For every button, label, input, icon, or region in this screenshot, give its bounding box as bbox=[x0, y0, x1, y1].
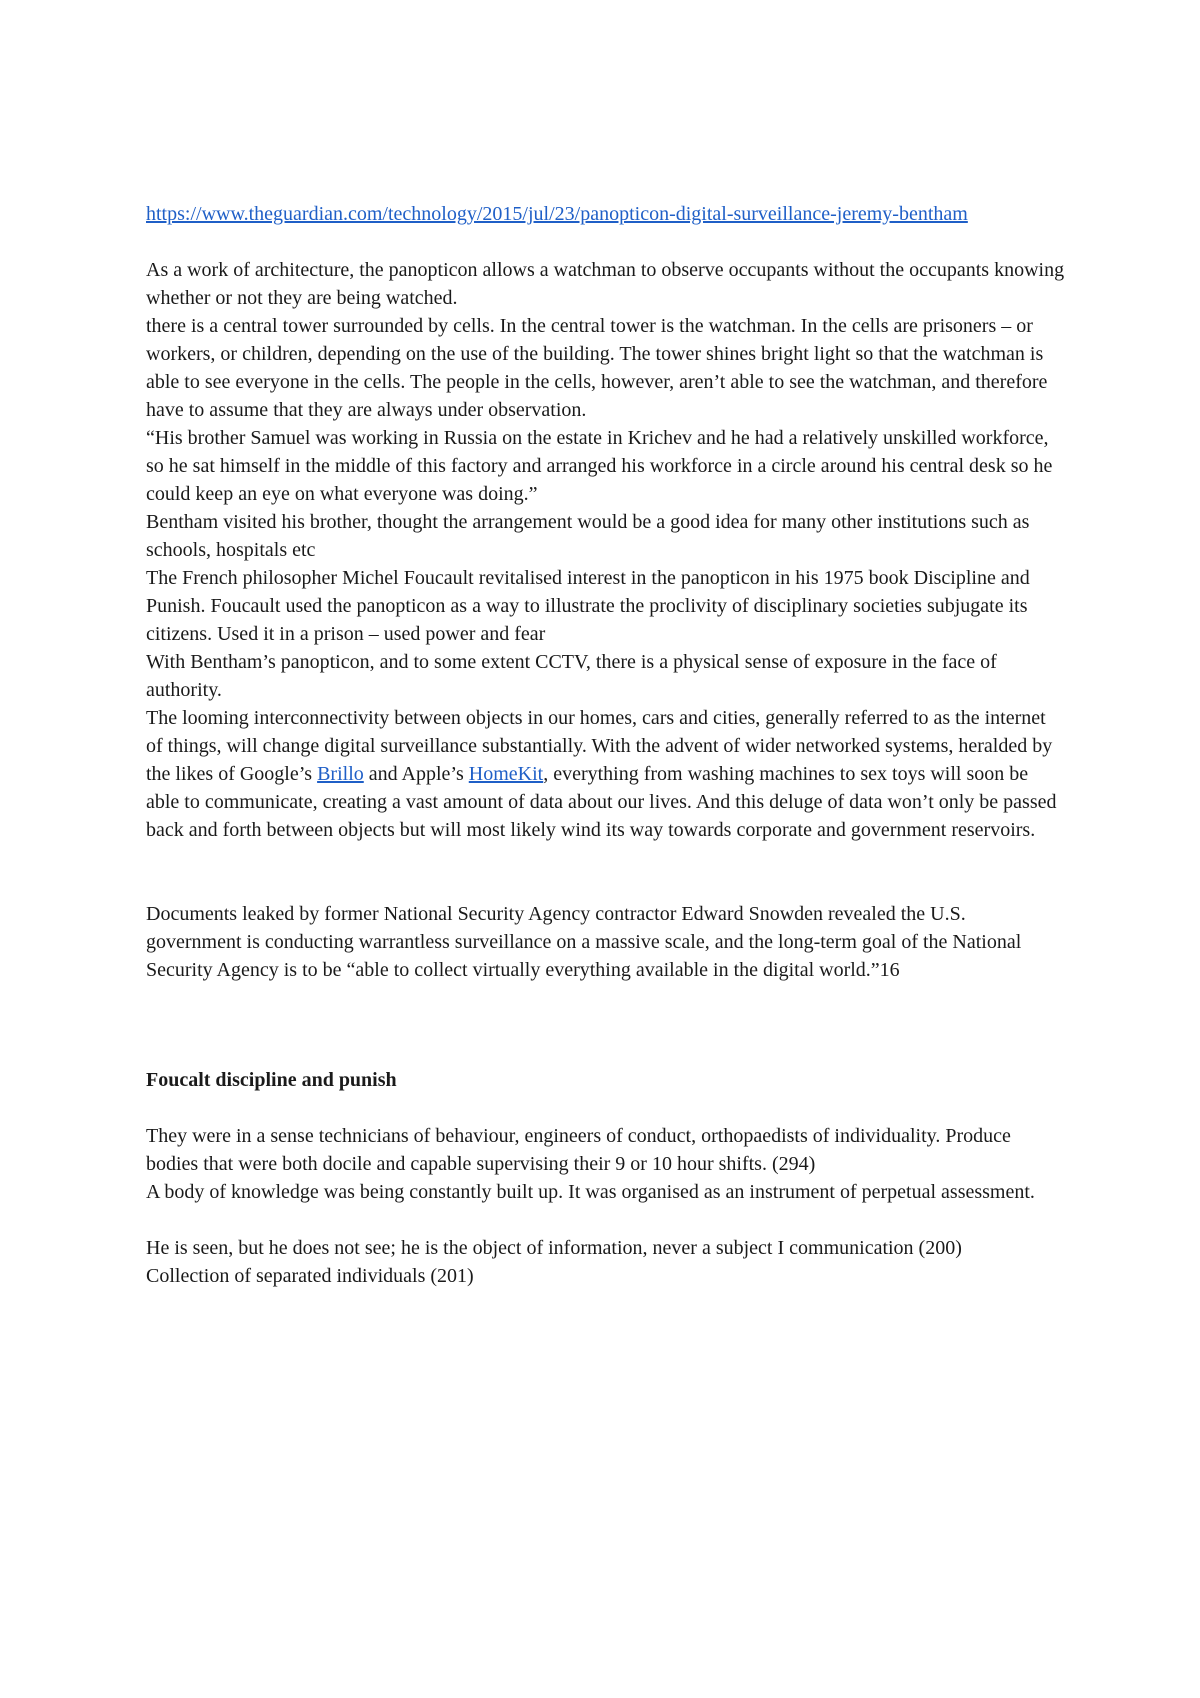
paragraph-collection: Collection of separated individuals (201) bbox=[146, 1265, 474, 1287]
paragraph-snowden: Documents leaked by former National Security Agency contractor Edward Snowden revealed the U.S. government is conducting warrantless surveillance on a massive scale, and the long-term goal of the National Security Agency is to be “able to collect virtually everything available in the digital world.”16 bbox=[146, 903, 1022, 981]
iot-text-part3: , everything from washing machines to sex toys will soon be able to communicate, creating a vast amount of data about our lives. And this deluge of data won’t only be passed back and forth between objects but will most likely wind its way towards corporate and government reservoirs. bbox=[146, 763, 1057, 841]
source-link-paragraph bbox=[146, 200, 1066, 228]
paragraph-architecture: As a work of architecture, the panopticon allows a watchman to observe occupants without the occupants knowing whether or not they are being watched. bbox=[146, 259, 1065, 309]
spacer bbox=[146, 984, 1066, 1066]
homekit-link[interactable]: HomeKit bbox=[468, 763, 544, 785]
spacer bbox=[146, 1094, 1066, 1122]
paragraph-central-tower: there is a central tower surrounded by cells. In the central tower is the watchman. In the cells are prisoners – or workers, or children, depending on the use of the building. The tower shines bright light so that the watchman is able to see everyone in the cells. The people in the cells, however, aren’t able to see the watchman, and therefore have to assume that they are always under observation. bbox=[146, 315, 1048, 421]
paragraph-internet-of-things bbox=[146, 704, 1066, 844]
document-body bbox=[146, 200, 1066, 1290]
iot-text-part2: and Apple’s bbox=[363, 763, 469, 785]
paragraph-technicians: They were in a sense technicians of behaviour, engineers of conduct, orthopaedists of individuality. Produce bodies that were both docile and capable supervising their 9 or 10 hour shifts. (294) bbox=[146, 1125, 1011, 1175]
paragraph-foucault: The French philosopher Michel Foucault revitalised interest in the panopticon in his 1975 book Discipline and Punish. Foucault used the panopticon as a way to illustrate the proclivity of disciplinary societies subjugate its citizens. Used it in a prison – used power and fear bbox=[146, 567, 1030, 645]
paragraph-bentham-visit: Bentham visited his brother, thought the arrangement would be a good idea for many other institutions such as schools, hospitals etc bbox=[146, 511, 1030, 561]
paragraph-samuel-quote: “His brother Samuel was working in Russia on the estate in Krichev and he had a relatively unskilled workforce, so he sat himself in the middle of this factory and arranged his workforce in a circle around his central desk so he could keep an eye on what everyone was doing.” bbox=[146, 427, 1053, 505]
spacer bbox=[146, 1206, 1066, 1234]
spacer bbox=[146, 228, 1066, 256]
paragraph-cctv: With Bentham’s panopticon, and to some extent CCTV, there is a physical sense of exposure in the face of authority. bbox=[146, 651, 997, 701]
source-url-link[interactable]: https://www.theguardian.com/technology/2015/jul/23/panopticon-digital-surveillance-jeremy-bentham bbox=[146, 203, 968, 225]
spacer bbox=[146, 844, 1066, 900]
brillo-link[interactable]: Brillo bbox=[317, 763, 364, 785]
paragraph-seen: He is seen, but he does not see; he is the object of information, never a subject I communication (200) bbox=[146, 1237, 962, 1259]
paragraph-knowledge: A body of knowledge was being constantly built up. It was organised as an instrument of perpetual assessment. bbox=[146, 1181, 1035, 1203]
iot-text-part1: The looming interconnectivity between objects in our homes, cars and cities, generally referred to as the internet of things, will change digital surveillance substantially. With the advent of wider networked systems, heralded by the likes of Google’s bbox=[146, 707, 1053, 785]
section-heading: Foucalt discipline and punish bbox=[146, 1069, 397, 1091]
